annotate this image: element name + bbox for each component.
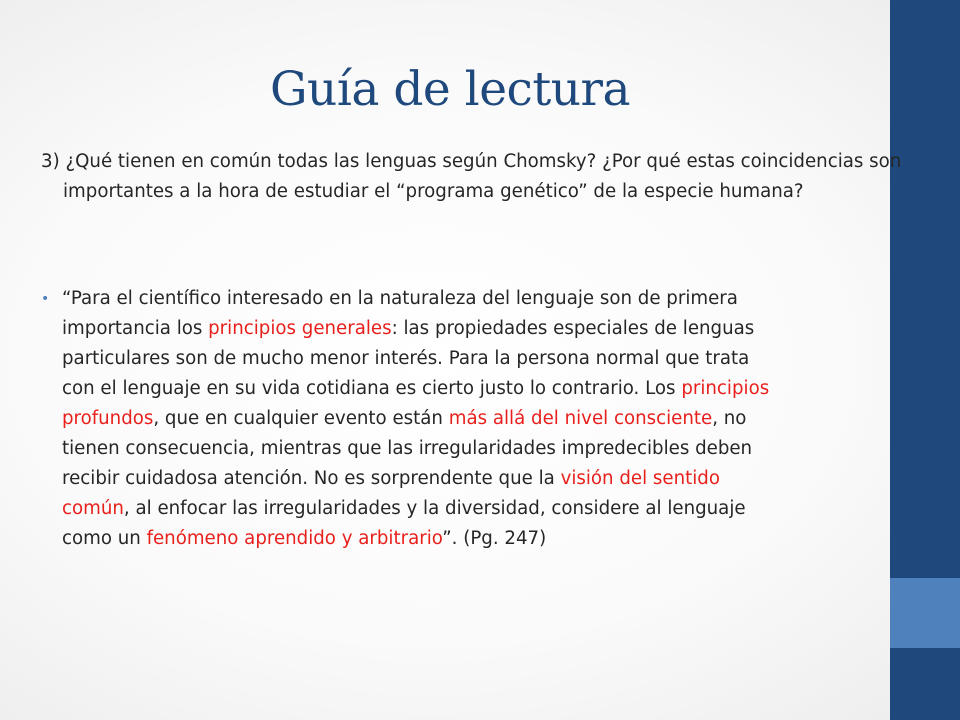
quote-line [62, 284, 942, 314]
quote-paragraph [62, 284, 942, 554]
quote-text: ”. (Pg. 247) [442, 528, 547, 549]
highlighted-phrase: principios [681, 378, 770, 399]
quote-line [62, 494, 942, 524]
side-bar-accent-segment [890, 578, 960, 648]
quote-text: importancia los [62, 318, 209, 339]
quote-text: particulares son de mucho menor interés. Para la persona normal que trata [62, 348, 750, 369]
quote-text: , que en cualquier evento están [153, 408, 449, 429]
quote-text: tienen consecuencia, mientras que las irregularidades impredecibles deben [62, 438, 753, 459]
quote-line [62, 344, 942, 374]
highlighted-phrase: común [62, 498, 124, 519]
quote-text: , al enfocar las irregularidades y la diversidad, considere al lenguaje [123, 498, 746, 519]
highlighted-phrase: profundos [62, 408, 154, 429]
question-paragraph: 3) ¿Qué tienen en común todas las lenguas según Chomsky? ¿Por qué estas coincidencias son importantes a la hora de estudiar el “programa genético” de la especie humana? [41, 151, 902, 202]
highlighted-phrase: principios generales [208, 318, 392, 339]
quote-text: como un [62, 528, 147, 549]
quote-text: recibir cuidadosa atención. No es sorprendente que la [62, 468, 561, 489]
slide-title: Guía de lectura [270, 62, 630, 117]
quote-line [62, 374, 942, 404]
quote-line [62, 524, 942, 554]
quote-line [62, 314, 942, 344]
bullet-icon: • [41, 291, 50, 307]
quote-text: “Para el científico interesado en la naturaleza del lenguaje son de primera [62, 288, 738, 309]
quote-line [62, 404, 942, 434]
highlighted-phrase: más allá del nivel consciente [448, 408, 713, 429]
quote-line [62, 464, 942, 494]
quote-line [62, 434, 942, 464]
quote-text: : las propiedades especiales de lenguas [391, 318, 755, 339]
quote-text: , no [712, 408, 747, 429]
highlighted-phrase: fenómeno aprendido y arbitrario [146, 528, 443, 549]
side-bar-bottom-segment [890, 648, 960, 720]
highlighted-phrase: visión del sentido [560, 468, 720, 489]
quote-text: con el lenguaje en su vida cotidiana es cierto justo lo contrario. Los [62, 378, 682, 399]
